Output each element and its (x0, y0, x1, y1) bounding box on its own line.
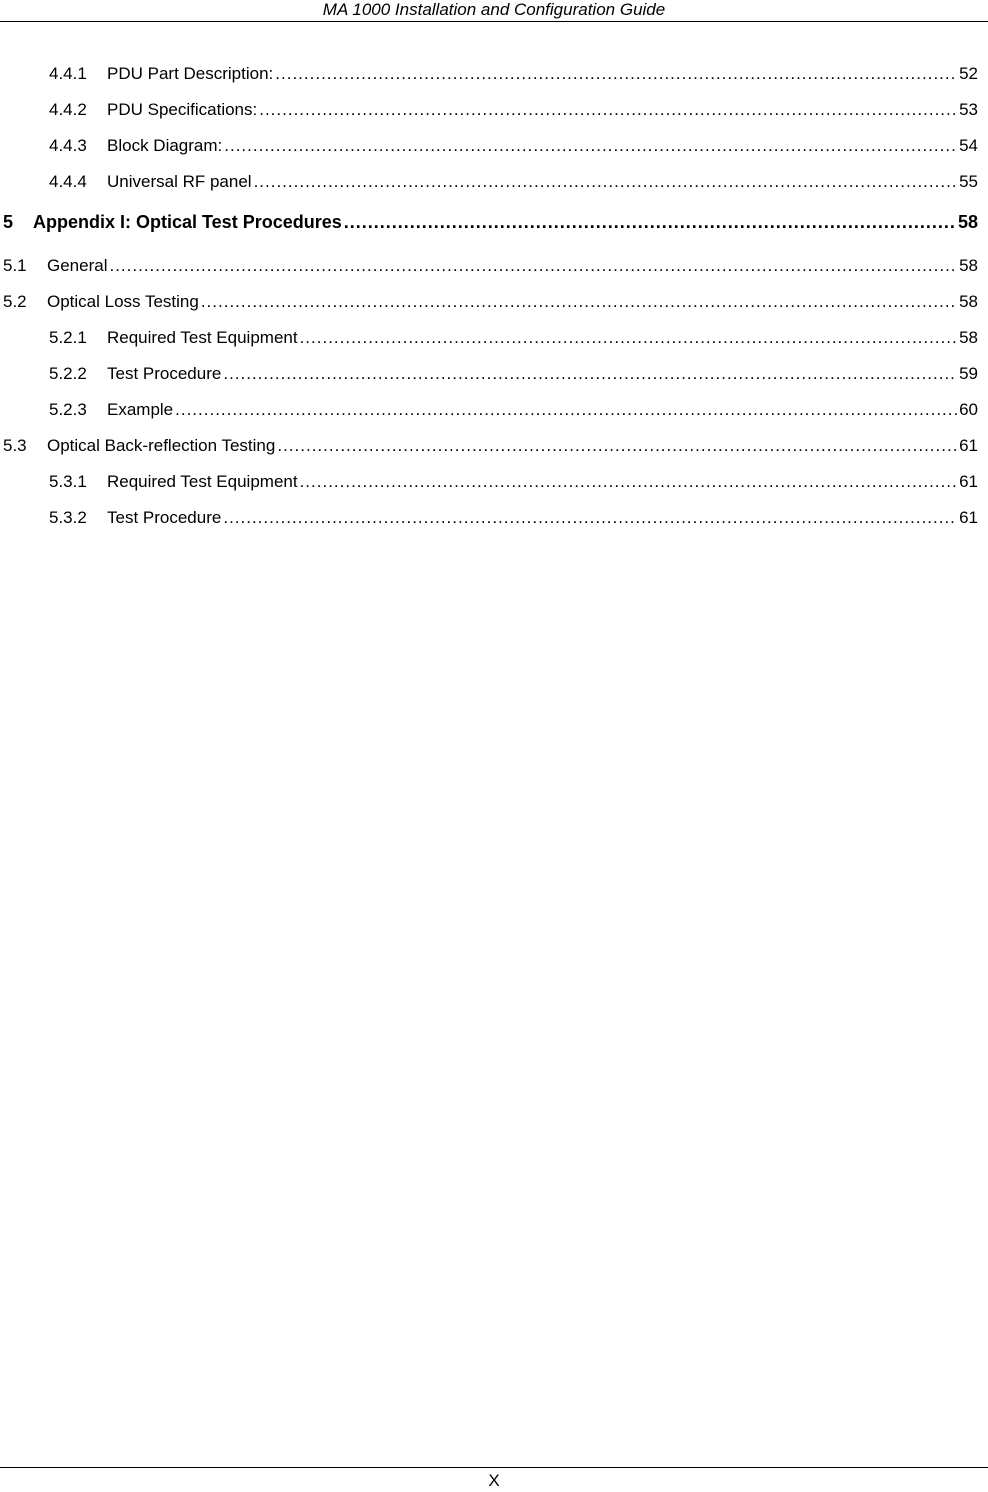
toc-entry-number: 5.1 (3, 256, 27, 275)
toc-entry-5[interactable] (0, 208, 978, 256)
toc-entry-number: 4.4.3 (49, 136, 87, 155)
toc-entry-page: 58 (959, 292, 978, 311)
toc-entry-number: 4.4.2 (49, 100, 87, 119)
toc-entry-page: 59 (959, 364, 978, 383)
toc-entry-4-4-1[interactable] (0, 64, 978, 100)
dot-leader (224, 136, 957, 156)
dot-leader (344, 212, 956, 233)
toc-entry-5-2-3[interactable] (0, 400, 978, 436)
toc-entry-page: 61 (959, 472, 978, 491)
toc-entry-5-2-1[interactable] (0, 328, 978, 364)
table-of-contents (0, 64, 978, 544)
dot-leader (300, 472, 958, 492)
toc-entry-page: 61 (959, 436, 978, 455)
toc-entry-title: Appendix I: Optical Test Procedures (33, 212, 342, 232)
toc-entry-page: 53 (959, 100, 978, 119)
toc-entry-title: Optical Loss Testing (47, 292, 199, 311)
running-header (0, 0, 988, 22)
toc-entry-number: 4.4.4 (49, 172, 87, 191)
toc-entry-title: General (47, 256, 108, 275)
dot-leader (223, 508, 957, 528)
toc-entry-page: 60 (959, 400, 978, 419)
toc-entry-number: 5.2.1 (49, 328, 87, 347)
toc-entry-page: 61 (959, 508, 978, 527)
toc-entry-title: Optical Back-reflection Testing (47, 436, 276, 455)
toc-entry-page: 55 (959, 172, 978, 191)
dot-leader (277, 436, 957, 456)
toc-entry-number: 5.2.2 (49, 364, 87, 383)
dot-leader (175, 400, 957, 420)
toc-entry-title: Universal RF panel (107, 172, 252, 191)
toc-entry-title: Block Diagram: (107, 136, 223, 155)
dot-leader (201, 292, 957, 312)
toc-entry-4-4-4[interactable] (0, 172, 978, 208)
toc-entry-page: 58 (959, 256, 978, 275)
dot-leader (259, 100, 957, 120)
toc-entry-4-4-3[interactable] (0, 136, 978, 172)
document-title: MA 1000 Installation and Configuration Guide (322, 0, 666, 19)
dot-leader (300, 328, 958, 348)
toc-entry-number: 4.4.1 (49, 64, 87, 83)
toc-entry-title: Required Test Equipment (107, 472, 298, 491)
toc-entry-4-4-2[interactable] (0, 100, 978, 136)
toc-entry-page: 54 (959, 136, 978, 155)
toc-entry-5-1[interactable] (0, 256, 978, 292)
toc-entry-number: 5.2 (3, 292, 27, 311)
dot-leader (109, 256, 957, 276)
dot-leader (254, 172, 958, 192)
toc-entry-5-3-1[interactable] (0, 472, 978, 508)
toc-entry-number: 5.3.2 (49, 508, 87, 527)
toc-entry-title: PDU Part Description: (107, 64, 274, 83)
toc-entry-5-2[interactable] (0, 292, 978, 328)
toc-entry-number: 5.2.3 (49, 400, 87, 419)
toc-entry-number: 5.3 (3, 436, 27, 455)
toc-entry-title: PDU Specifications: (107, 100, 258, 119)
toc-entry-title: Test Procedure (107, 508, 222, 527)
toc-entry-title: Required Test Equipment (107, 328, 298, 347)
page-number: X (488, 1471, 500, 1490)
dot-leader (223, 364, 957, 384)
toc-entry-page: 58 (957, 212, 978, 232)
toc-entry-5-3[interactable] (0, 436, 978, 472)
toc-entry-5-2-2[interactable] (0, 364, 978, 400)
toc-entry-title: Test Procedure (107, 364, 222, 383)
toc-entry-title: Example (107, 400, 174, 419)
toc-entry-page: 58 (959, 328, 978, 347)
toc-entry-5-3-2[interactable] (0, 508, 978, 544)
page-footer (0, 1467, 988, 1492)
toc-entry-page: 52 (959, 64, 978, 83)
toc-entry-number: 5 (3, 212, 14, 232)
dot-leader (275, 64, 957, 84)
toc-entry-number: 5.3.1 (49, 472, 87, 491)
